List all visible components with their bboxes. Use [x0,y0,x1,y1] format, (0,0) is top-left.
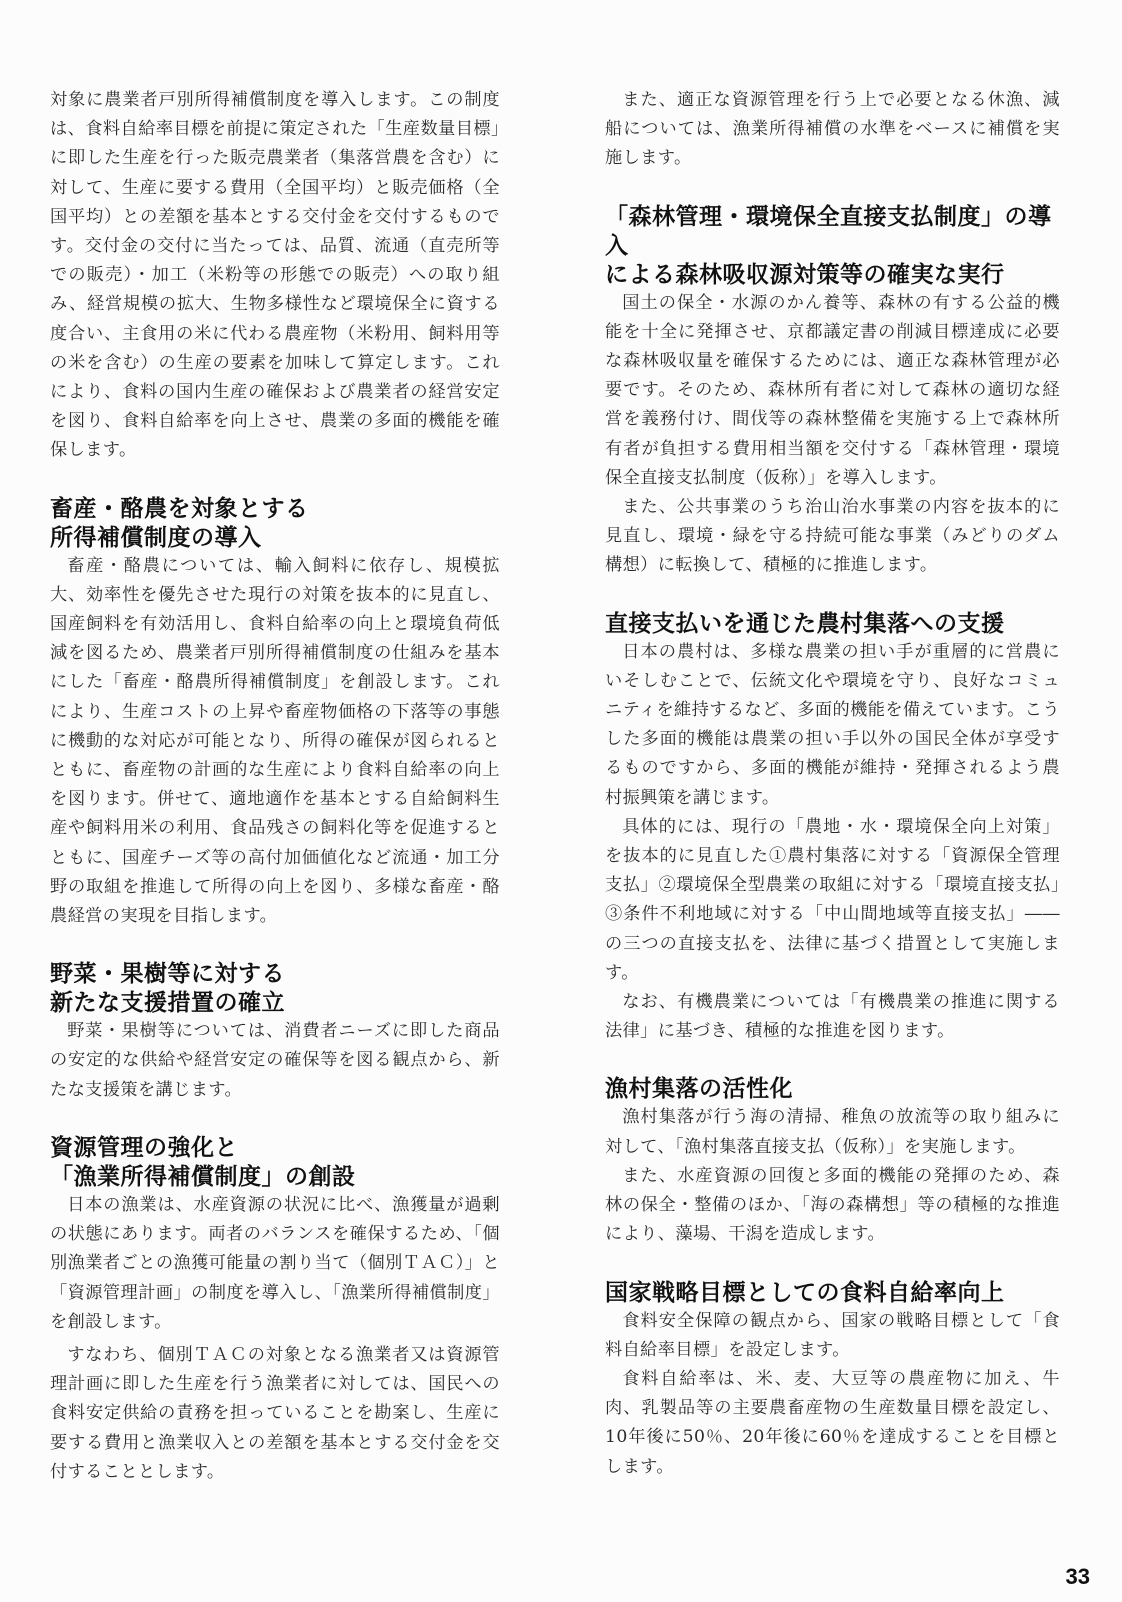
section-paragraph: なお、有機農業については「有機農業の推進に関する法律」に基づき、積極的な推進を図ります。 [605,992,1060,1042]
section-heading: 「森林管理・環境保全直接支払制度」の導入 による森林吸収源対策等の確実な実行 [605,202,1052,287]
section-fishing-village [605,1074,1060,1249]
section-food-self-sufficiency [605,1278,1060,1482]
section-livestock-dairy [50,494,500,932]
right-intro-paragraph: また、適正な資源管理を行う上で必要となる休漁、減船については、漁業所得補償の水準をベースに補償を実施します。 [605,90,1060,169]
section-paragraph: 食料安全保障の観点から、国家の戦略目標として「食料自給率目標」を設定します。 [605,1310,1060,1360]
left-intro-paragraph: 対象に農業者戸別所得補償制度を導入します。この制度は、食料自給率目標を前提に策定された「生産数量目標」に即した生産を行った販売農業者（集落営農を含む）に対して、生産に要する費用（全国平均）と販売価格（全国平均）との差額を基本とする交付金を交付するものです。交付金の交付に当たっては、品質、流通（直売所等での販売）・加工（米粉等の形態での販売）への取り組み、経営規模の拡大、生物多様性など環境保全に資する度合い、主食用の米に代わる農産物（米粉用、飼料用等の米を含む）の生産の要素を加味して算定します。これにより、食料の国内生産の確保および農業者の経営安定を図り、食料自給率を向上させ、農業の多面的機能を確保します。 [50,90,500,461]
section-heading: 漁村集落の活性化 [605,1075,793,1102]
section-vegetables-fruit [50,959,500,1105]
section-paragraph: 日本の農村は、多様な農業の担い手が重層的に営農にいそしむことで、伝統文化や環境を守り、良好なコミュニティを維持するなど、多面的機能を備えています。こうした多面的機能は農業の担い手以外の国民全体が享受するものですから、多面的機能が維持・発揮されるよう農村振興策を講じます。 [605,641,1060,808]
section-paragraph: また、公共事業のうち治山治水事業の内容を抜本的に見直し、環境・緑を守る持続可能な事業（みどりのダム構想）に転換して、積極的に推進します。 [605,497,1060,576]
section-forest-management [605,202,1060,581]
section-paragraph: 漁村集落が行う海の清掃、稚魚の放流等の取り組みに対して、「漁村集落直接支払（仮称）」を実施します。 [605,1107,1060,1157]
section-heading: 直接支払いを通じた農村集落への支援 [605,609,1005,636]
section-heading: 資源管理の強化と 「漁業所得補償制度」の創設 [50,1133,356,1189]
section-heading: 野菜・果樹等に対する 新たな支援措置の確立 [50,960,285,1016]
section-paragraph: 食料自給率は、米、麦、大豆等の農産物に加え、牛肉、乳製品等の主要農畜産物の生産数量目標を設定し、10年後に50％、20年後に60％を達成することを目標とします。 [605,1368,1060,1477]
left-column [50,86,500,1487]
section-paragraph: 具体的には、現行の「農地・水・環境保全向上対策」を抜本的に見直した①農村集落に対する「資源保全管理支払」②環境保全型農業の取組に対する「環境直接支払」③条件不利地域に対する「中山間地域等直接支払」――の三つの直接支払を、法律に基づく措置として実施します。 [605,816,1060,983]
section-paragraph: 国土の保全・水源のかん養等、森林の有する公益的機能を十全に発揮させ、京都議定書の削減目標達成に必要な森林吸収量を確保するためには、適正な森林管理が必要です。そのため、森林所有者に対して森林の適切な経営を義務付け、間伐等の森林整備を実施する上で森林所有者が負担する費用相当額を交付する「森林管理・環境保全直接支払制度（仮称）」を導入します。 [605,292,1060,488]
section-fishery-income [50,1133,500,1487]
page-number: 33 [1065,1564,1090,1589]
section-rural-village-support [605,609,1060,1047]
section-heading: 国家戦略目標としての食料自給率向上 [605,1278,1005,1305]
right-column [605,86,1060,1482]
section-heading: 畜産・酪農を対象とする 所得補償制度の導入 [50,494,309,550]
section-paragraph: また、水産資源の回復と多面的機能の発揮のため、森林の保全・整備のほか、「海の森構想」等の積極的な推進により、藻場、干潟を造成します。 [605,1165,1060,1245]
section-paragraph: 野菜・果樹等については、消費者ニーズに即した商品の安定的な供給や経営安定の確保等を図る観点から、新たな支援策を講じます。 [50,1021,500,1100]
section-paragraph: 畜産・酪農については、輸入飼料に依存し、規模拡大、効率性を優先させた現行の対策を抜本的に見直し、国産飼料を有効活用し、食料自給率の向上と環境負荷低減を図るため、農業者戸別所得補償制度の仕組みを基本にした「畜産・酪農所得補償制度」を創設します。これにより、生産コストの上昇や畜産物価格の下落等の事態に機動的な対応が可能となり、所得の確保が図られるとともに、畜産物の計画的な生産により食料自給率の向上を図ります。併せて、適地適作を基本とする自給飼料生産や飼料用米の利用、食品残さの飼料化等を促進するとともに、国産チーズ等の高付加価値化など流通・加工分野の取組を推進して所得の向上を図り、多様な畜産・酪農経営の実現を目指します。 [50,555,500,927]
section-paragraph: 日本の漁業は、水産資源の状況に比べ、漁獲量が過剰の状態にあります。両者のバランスを確保するため、「個別漁業者ごとの漁獲可能量の割り当て（個別ＴＡＣ）」と「資源管理計画」の制度を導入し、「漁業所得補償制度」を創設します。 [50,1194,500,1332]
section-paragraph: すなわち、個別ＴＡＣの対象となる漁業者又は資源管理計画に即した生産を行う漁業者に対しては、国民への食料安定供給の責務を担っていることを勘案し、生産に要する費用と漁業収入との差額を基本とする交付金を交付することとします。 [50,1344,500,1482]
